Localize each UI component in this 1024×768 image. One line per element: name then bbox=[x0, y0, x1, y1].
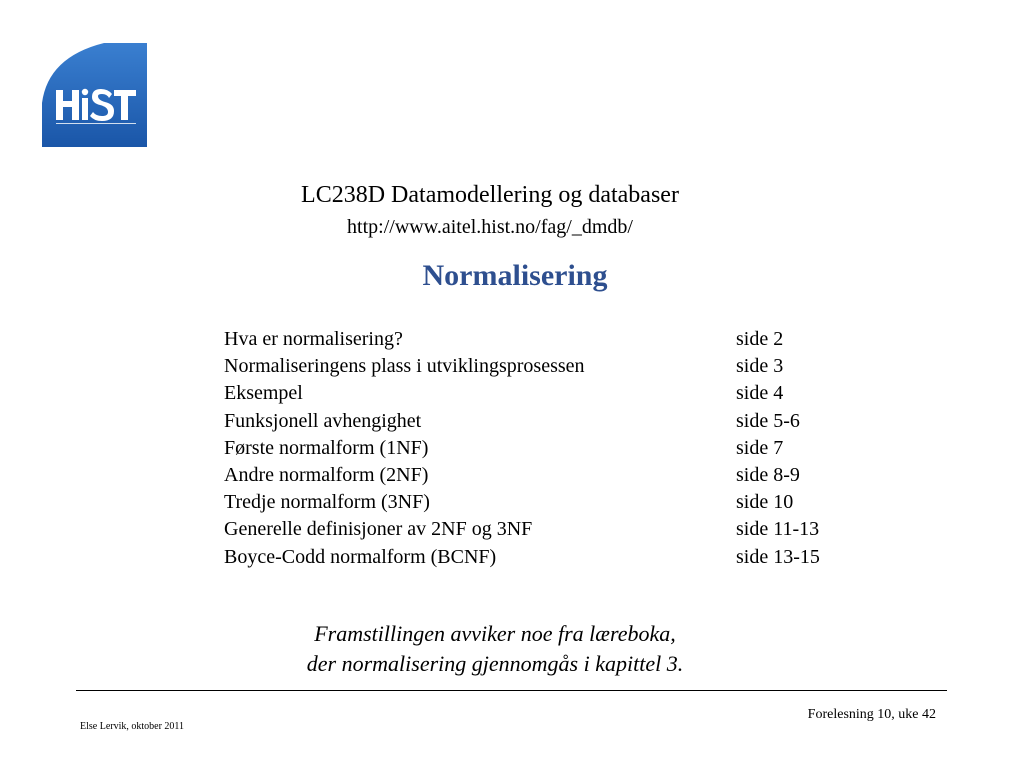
toc-item bbox=[224, 489, 864, 516]
toc-item-page: side 13-15 bbox=[736, 545, 820, 568]
course-url: http://www.aitel.hist.no/fag/_dmdb/ bbox=[347, 216, 633, 238]
toc-item-label: Funksjonell avhengighet bbox=[224, 409, 422, 432]
toc-item bbox=[224, 516, 864, 543]
toc-item-label: Boyce-Codd normalform (BCNF) bbox=[224, 545, 497, 568]
toc-item-page: side 11-13 bbox=[736, 518, 820, 541]
toc-item-label: Første normalform (1NF) bbox=[224, 436, 429, 459]
slide-title: Normalisering bbox=[422, 259, 608, 292]
toc-item-page: side 4 bbox=[736, 382, 784, 405]
toc-item bbox=[224, 408, 864, 435]
toc-item-label: Hva er normalisering? bbox=[224, 328, 403, 350]
toc-item-page: side 8-9 bbox=[736, 463, 800, 486]
toc-item-page: side 7 bbox=[736, 436, 784, 459]
course-title: LC238D Datamodellering og databaser bbox=[301, 182, 679, 208]
author-date: Else Lervik, oktober 2011 bbox=[80, 721, 185, 732]
toc-item-page: side 10 bbox=[736, 491, 794, 514]
textbook-note-line-2: der normalisering gjennomgås i kapittel 3. bbox=[306, 651, 684, 676]
lecture-info: Forelesning 10, uke 42 bbox=[807, 707, 936, 722]
textbook-note bbox=[0, 619, 990, 679]
toc-item-label: Generelle definisjoner av 2NF og 3NF bbox=[224, 518, 533, 541]
toc-item bbox=[224, 435, 864, 462]
toc-item-label: Tredje normalform (3NF) bbox=[224, 491, 430, 514]
toc-item-page: side 3 bbox=[736, 355, 784, 378]
toc-item bbox=[224, 326, 864, 353]
toc-item bbox=[224, 462, 864, 489]
toc-item-page: side 2 bbox=[736, 328, 784, 350]
table-of-contents bbox=[224, 326, 864, 571]
footer-divider bbox=[76, 690, 947, 691]
toc-item bbox=[224, 380, 864, 407]
toc-item bbox=[224, 544, 864, 571]
hist-logo bbox=[42, 43, 147, 147]
toc-item-label: Andre normalform (2NF) bbox=[224, 463, 429, 486]
toc-item-label: Eksempel bbox=[224, 382, 303, 405]
toc-item bbox=[224, 353, 864, 380]
textbook-note-line-1: Framstillingen avviker noe fra læreboka, bbox=[314, 621, 676, 646]
toc-item-label: Normaliseringens plass i utviklingsprosessen bbox=[224, 355, 585, 378]
toc-item-page: side 5-6 bbox=[736, 409, 800, 432]
hist-logo-graphic bbox=[42, 43, 147, 147]
